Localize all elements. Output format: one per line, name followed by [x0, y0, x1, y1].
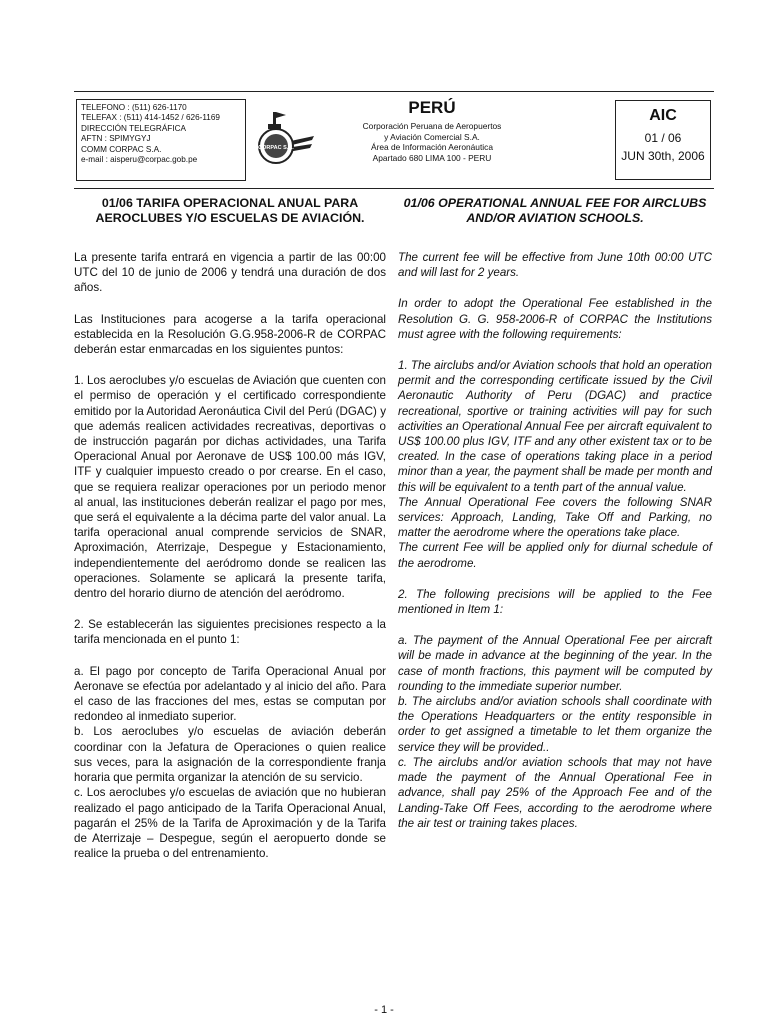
- org-line: Corporación Peruana de Aeropuertos: [362, 121, 502, 131]
- english-paragraph: In order to adopt the Operational Fee established in the Resolution G. G. 958-2006-R of CORPAC the Institutions must agree with the following requirements:: [398, 297, 712, 341]
- org-line: Área de Información Aeronáutica: [371, 142, 493, 153]
- contact-line: AFTN : SPIMYGYJ: [81, 134, 151, 144]
- contact-line: TELEFAX : (511) 414-1452 / 626-1169: [81, 113, 220, 123]
- spanish-paragraph: Las Instituciones para acogerse a la tarifa operacional establecida en la Resolución G.G.958-2006-R de CORPAC deberán estar enmarcadas en los siguientes puntos:: [74, 312, 386, 357]
- org-line: y Aviación Comercial S.A.: [384, 131, 480, 142]
- aic-label: AIC: [649, 107, 677, 124]
- spanish-paragraph: 2. Se establecerán las siguientes precisiones respecto a la tarifa mencionada en el punto 1:: [74, 618, 386, 647]
- country-title: PERÚ: [408, 98, 456, 117]
- org-line: Apartado 680 LIMA 100 - PERU: [372, 152, 492, 163]
- contact-line: e-mail : aisperu@corpac.gob.pe: [81, 155, 198, 165]
- corpac-logo-icon: [256, 108, 316, 170]
- english-paragraph: 1. The airclubs and/or Aviation schools that hold an operation permit and the corresponding certificate issued by the Civil Aeronautic Authority of Peru (DGAC) and practice recreational, sportive or training activities will pay for such activities an Operational Annual Fee per aircraft equivalent to US$ 100.00 plus IGV, ITF and any other existent tax or to be created. In the case of operations taking place in a period minor than a year, the payment shall be made per month and this will be equivalent to a tenth part of the annual value. The Annual Operational Fee covers the following SNAR services: Approach, Landing, Take Off and Parking, no matter the aerodrome where the operations take place. The current Fee will be applied only for diurnal schedule of the aerodrome.: [398, 359, 712, 570]
- contact-line: TELEFONO : (511) 626-1170: [81, 103, 187, 112]
- spanish-title: 01/06 TARIFA OPERACIONAL ANUAL PARA AEROCLUBES Y/O ESCUELAS DE AVIACIÓN.: [95, 196, 365, 225]
- spanish-column: [74, 196, 386, 861]
- aic-box: [615, 100, 711, 180]
- english-column: [398, 196, 712, 831]
- english-paragraph: 2. The following precisions will be applied to the Fee mentioned in Item 1:: [398, 587, 712, 617]
- spanish-paragraph: La presente tarifa entrará en vigencia a partir de las 00:00 UTC del 10 de junio de 2006 y tendrá una duración de dos años.: [74, 251, 386, 295]
- aic-date: JUN 30th, 2006: [621, 149, 705, 163]
- english-title: 01/06 OPERATIONAL ANNUAL FEE FOR AIRCLUBS AND/OR AVIATION SCHOOLS.: [403, 196, 707, 225]
- english-paragraph: The current fee will be effective from June 10th 00:00 UTC and will last for 2 years.: [398, 251, 712, 280]
- spanish-paragraph: a. El pago por concepto de Tarifa Operacional Anual por Aeronave se efectúa por adelantado y al inicio del año. Para el caso de las fracciones del mes, estas se computan por redondeo al inmediato superior. b. Los aeroclubes y/o escuelas de aviación deberán coordinar con la Jefatura de Operaciones o quien realice sus veces, para la asignación de la correspondiente franja horaria que permita organizar la atención de su servicio. c. Los aeroclubes y/o escuelas de aviación que no hubieran realizado el pago anticipado de la Tarifa Operacional Anual, pagarán el 25% de la Tarifa de Aproximación y de la Tarifa de Aterrizaje – Despegue, según el aeropuerto donde se realice la prueba o del entrenamiento.: [74, 664, 386, 861]
- spanish-paragraph: 1. Los aeroclubes y/o escuelas de Aviación que cuenten con el permiso de operación y el certificado correspondiente emitido por la Autoridad Aeronáutica Civil del Perú (DGAC) y que además realicen actividades recreativas, deportivas o de instrucción pagarán por dichas actividades, una Tarifa Operacional Anual por Aeronave de US$ 100.00 más IGV, ITF y cualquier impuesto creado o por crearse. En el caso, que se requiera realizar operaciones por un periodo menor al anual, las instituciones deberán realizar el pago por mes, que será el equivalente a la décima parte del valor anual. La tarifa operacional anual comprende servicios de SNAR, Aproximación, Aterrizaje, Despegue y Estacionamiento, independientemente del aeródromo donde se realicen las operaciones. Solamente se aplicará la presente tarifa, dentro del horario diurno de atención del aeródromo.: [74, 374, 386, 601]
- document-header: [74, 91, 714, 189]
- page-number: - 1 -: [374, 1004, 394, 1016]
- contact-line: DIRECCIÓN TELEGRÁFICA: [81, 123, 186, 133]
- english-paragraph: a. The payment of the Annual Operational Fee per aircraft will be made in advance at the beginning of the year. In the case of month fractions, this payment will be computed by rounding to the immediate superior number. b. The airclubs and/or aviation schools shall coordinate with the Operations Headquarters or the entity responsible in order to get assigned a timetable to let them organize the service they will be provided.. c. The airclubs and/or aviation schools that may not have made the payment of the Annual Operational Fee in advance, shall pay 25% of the Approach Fee and of the Landing-Take Off Fees, according to the aerodrome where the air test or training takes places.: [398, 634, 712, 830]
- contact-info-box: [76, 99, 246, 181]
- contact-line: COMM CORPAC S.A.: [81, 144, 162, 154]
- logo-text: CORPAC S.A.: [258, 145, 294, 151]
- aic-number: 01 / 06: [644, 131, 682, 145]
- header-center: [332, 98, 532, 163]
